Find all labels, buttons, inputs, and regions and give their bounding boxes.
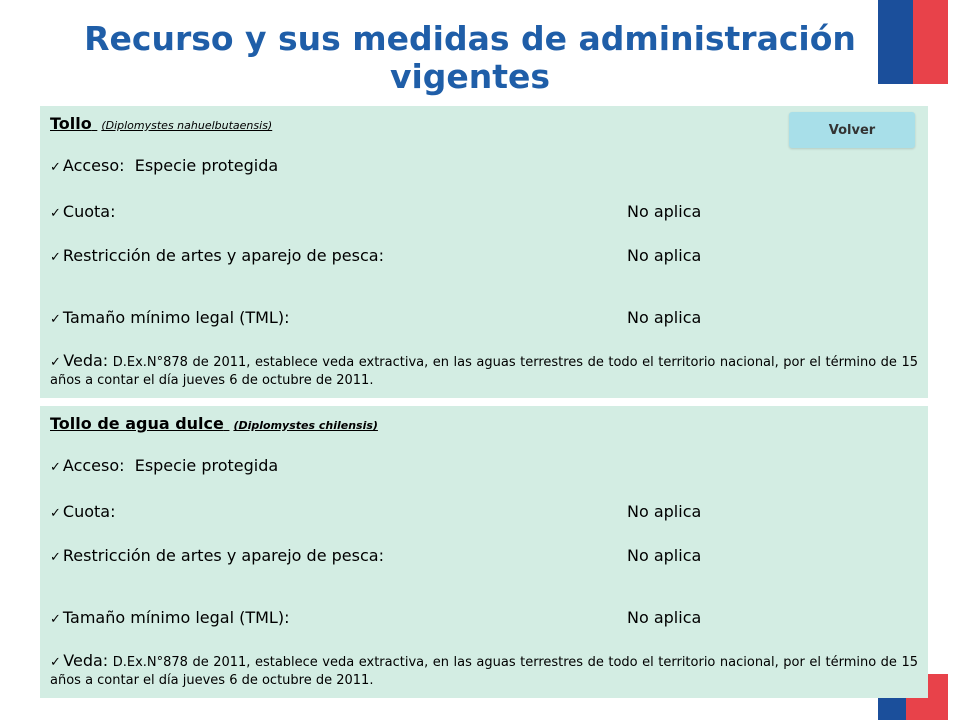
artes-row	[50, 246, 384, 265]
volver-button[interactable]: Volver	[789, 112, 915, 148]
acceso-label: Acceso:	[62, 156, 125, 175]
checkmark-icon: ✓	[50, 206, 61, 221]
species-scientific-name: (Diplomystes nahuelbutaensis)	[101, 119, 273, 132]
artes-value: No aplica	[627, 546, 702, 565]
checkmark-icon: ✓	[50, 655, 62, 670]
flag-red-band	[906, 698, 920, 720]
acceso-label: Acceso:	[62, 456, 125, 475]
tml-label: Tamaño mínimo legal (TML):	[62, 608, 290, 627]
artes-row	[50, 546, 384, 565]
acceso-row	[50, 456, 278, 475]
species-name	[50, 414, 378, 433]
artes-label: Restricción de artes y aparejo de pesca:	[62, 246, 384, 265]
tml-value: No aplica	[627, 308, 702, 327]
veda-label: Veda:	[63, 651, 109, 670]
checkmark-icon: ✓	[50, 160, 61, 175]
veda-text: D.Ex.N°878 de 2011, establece veda extractiva, en las aguas terrestres de todo el territorio nacional, por el término de 15 años a contar el día jueves 6 de octubre de 2011.	[50, 355, 918, 388]
species-common-name: Tollo	[50, 114, 92, 133]
checkmark-icon: ✓	[50, 460, 61, 475]
checkmark-icon: ✓	[50, 312, 61, 327]
checkmark-icon: ✓	[50, 506, 61, 521]
tml-label: Tamaño mínimo legal (TML):	[62, 308, 290, 327]
veda-label: Veda:	[63, 351, 109, 370]
flag-red-band	[913, 0, 948, 84]
acceso-value: Especie protegida	[134, 456, 279, 475]
cuota-value: No aplica	[627, 202, 702, 221]
veda-text: D.Ex.N°878 de 2011, establece veda extractiva, en las aguas terrestres de todo el territorio nacional, por el término de 15 años a contar el día jueves 6 de octubre de 2011.	[50, 655, 918, 688]
species-scientific-name: (Diplomystes chilensis)	[233, 419, 378, 432]
checkmark-icon: ✓	[50, 355, 62, 370]
checkmark-icon: ✓	[50, 250, 61, 265]
species-panel-tollo	[40, 106, 928, 398]
checkmark-icon: ✓	[50, 550, 61, 565]
cuota-value: No aplica	[627, 502, 702, 521]
veda-paragraph	[50, 352, 918, 390]
acceso-value: Especie protegida	[134, 156, 279, 175]
species-common-name: Tollo de agua dulce	[50, 414, 224, 433]
species-name	[50, 114, 272, 133]
artes-value: No aplica	[627, 246, 702, 265]
veda-paragraph	[50, 652, 918, 690]
checkmark-icon: ✓	[50, 612, 61, 627]
chile-flag-decoration	[878, 0, 948, 84]
cuota-row	[50, 202, 115, 221]
cuota-label: Cuota:	[62, 502, 116, 521]
tml-row	[50, 308, 289, 327]
tml-row	[50, 608, 289, 627]
cuota-row	[50, 502, 115, 521]
species-panel-tollo-agua-dulce	[40, 406, 928, 698]
tml-value: No aplica	[627, 608, 702, 627]
acceso-row	[50, 156, 278, 175]
flag-blue-band	[878, 0, 913, 84]
page-title: Recurso y sus medidas de administración vigentes	[84, 19, 856, 96]
artes-label: Restricción de artes y aparejo de pesca:	[62, 546, 384, 565]
cuota-label: Cuota:	[62, 202, 116, 221]
